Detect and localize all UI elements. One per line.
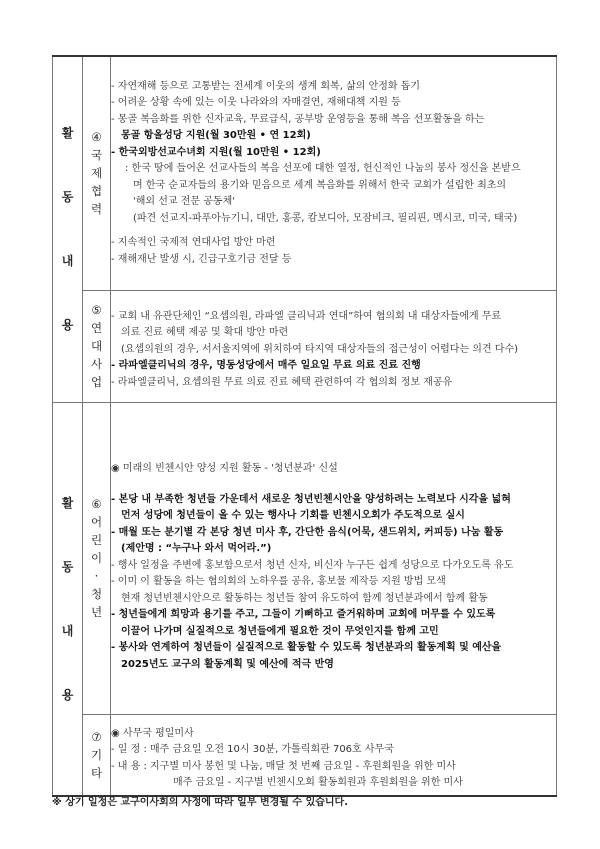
section-heading: ◉ 사무국 평일미사 <box>111 727 194 739</box>
text-line: (요셉의원의 경우, 서서울지역에 위치하여 타지역 대상자들의 접근성이 어렵다는 의견 다수) <box>121 343 519 355</box>
text-line: - 몽골 복음화를 위한 신자교육, 무료급식, 공부방 운영등을 통해 복음 선포활동을 하는 <box>111 113 485 125</box>
text-line: - 자연재해 등으로 고통받는 전세계 이웃의 생계 회복, 삶의 안정화 돕기 <box>111 80 421 92</box>
text-line: - 이미 이 활동을 하는 협의회의 노하우를 공유, 홍보물 제작등 지원 방법 모색 <box>111 576 446 587</box>
text-line: - 내 용 : 지구별 미사 봉헌 및 나눔, 매달 첫 번째 금요일 - 후원회원을 위한 미사 <box>111 760 456 772</box>
text-line: - 청년들에게 희망과 용기를 주고, 그들이 기뻐하고 즐거워하며 교회에 머무를 수 있도록 <box>111 609 496 620</box>
side-label-activity-top: 활 동 내 용 <box>53 56 83 402</box>
text-line: - 매월 또는 분기별 각 본당 청년 미사 후, 간단한 음식(어묵, 샌드위치, 커피등) 나눔 활동 <box>111 526 504 538</box>
text-line: - 지속적인 국제적 연대사업 방안 마련 <box>111 237 276 248</box>
text-line: 의료 진료 혜택 제공 및 확대 방안 마련 <box>121 327 289 339</box>
side-label-activity-bottom: 활 동 내 용 <box>53 402 83 796</box>
text-line: 먼저 성당에 청년들이 올 수 있는 행사나 기회를 빈첸시오회가 주도적으로 실시 <box>121 510 465 521</box>
text-line: - 한국외방선교수녀회 지원(월 10만원 • 12회) <box>111 146 321 158</box>
section-label-international: ④ 국 제 협 력 <box>83 56 111 290</box>
section-content-youth <box>111 402 557 714</box>
text-line: 며 한국 순교자들의 용기와 믿음으로 세계 복음화를 위해서 한국 교회가 설립한 최초의 <box>133 179 507 191</box>
text-line: 매주 금요일 - 지구별 빈첸시오회 활동회원과 후원회원을 위한 미사 <box>173 777 463 789</box>
section-heading: ◉ 미래의 빈첸시안 양성 지원 활동 - '청년분과' 신설 <box>111 463 338 474</box>
text-line: (제안명 : “누구나 와서 먹어라.”) <box>121 543 272 554</box>
text-line: - 라파엘클리닉의 경우, 명동성당에서 매주 일요일 무료 의료 진료 진행 <box>111 360 421 372</box>
section-label-youth: ⑥ 어 린 이 · 청 년 <box>83 402 111 714</box>
text-line: - 라파엘클리닉, 요셉의원 무료 의료 진료 혜택 관련하여 각 협의회 정보 재공유 <box>111 376 453 388</box>
text-line: - 본당 내 부족한 청년들 가운데서 새로운 청년빈첸시안을 양성하려는 노력보다 시각을 넓혀 <box>111 493 511 505</box>
text-line: - 교회 내 유관단체인 “요셉의원, 라파엘 클리닉과 연대”하여 협의회 내 대상자들에게 무료 <box>111 310 502 322</box>
text-line: : 한국 땅에 들어온 선교사들의 복음 선포에 대한 열정, 헌신적인 나눔의 봉사 정신을 본받으 <box>125 163 521 174</box>
text-line: - 재해재난 발생 시, 긴급구호기금 전달 등 <box>111 253 292 265</box>
text-line: - 행사 일정을 주변에 홍보함으로서 청년 신자, 비신자 누구든 쉽게 성당으로 다가오도록 유도 <box>111 559 514 571</box>
text-line: 이끌어 나가며 실질적으로 청년들에게 필요한 것이 무엇인지를 함께 고민 <box>121 625 439 637</box>
section-row-5 <box>53 290 557 402</box>
footnote: ※ 상기 일정은 교구이사회의 사정에 따라 일부 변경될 수 있습니다. <box>52 797 349 808</box>
text-line: 현재 청년빈첸시안으로 활동하는 청년들 참여 유도하여 함께 청년분과에서 함께 활동 <box>121 592 488 604</box>
text-line: '해외 선교 전문 공동체' <box>133 196 235 207</box>
text-line: (파견 선교지-파푸아뉴기니, 대만, 홍콩, 캄보디아, 모잠비크, 필리핀, 멕시코, 미국, 태국) <box>133 212 518 224</box>
text-line: - 어려운 상황 속에 있는 이웃 나라와의 자매결연, 재해대책 지원 등 <box>111 97 401 108</box>
text-line: 몽골 항올성당 지원(월 30만원 • 연 12회) <box>121 130 311 141</box>
activity-table <box>52 55 557 797</box>
text-line: 2025년도 교구의 활동계획 및 예산에 적극 반영 <box>121 658 334 670</box>
section-row-4 <box>53 56 557 290</box>
section-label-etc: ⑦ 기 타 <box>83 714 111 796</box>
section-label-solidarity: ⑤ 연 대 사 업 <box>83 290 111 402</box>
text-line: - 일 정 : 매주 금요일 오전 10시 30분, 가톨릭회관 706호 사무국 <box>111 744 394 756</box>
section-row-7 <box>53 714 557 796</box>
section-content-international <box>111 56 557 290</box>
section-content-solidarity <box>111 290 557 402</box>
section-row-6 <box>53 402 557 714</box>
section-content-etc <box>111 714 557 796</box>
text-line: - 봉사와 연계하여 청년들이 실질적으로 활동할 수 있도록 청년분과의 활동계획 및 예산을 <box>111 642 502 653</box>
